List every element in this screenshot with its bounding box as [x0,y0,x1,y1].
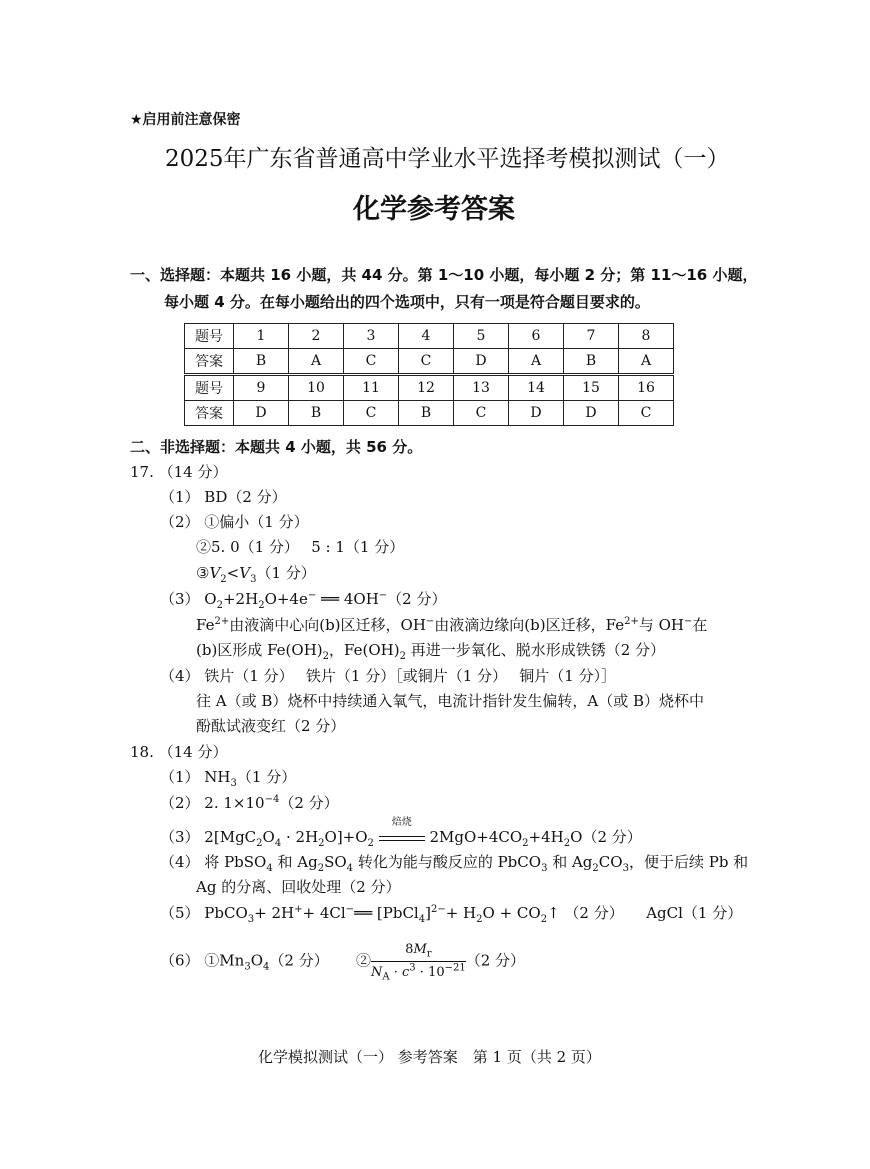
q18-part4b: Ag 的分离、回收处理（2 分） [196,878,401,896]
q18-part5-equation: （5） PbCO$_3$+ 2H++ 4Cl−══ [PbCl$_4$]$^{2-}$+ $H_2O$ + $CO_2↑$ （2 分） AgCl（1 分） [160,904,743,925]
q17-part2b: ②5. 0（1 分） 5 : 1（1 分） [196,538,405,556]
row-label: 答案 [185,401,234,426]
answer-cell: C [344,401,399,426]
answer-table [184,323,674,426]
question-number: 9 [234,375,289,401]
q17-part2c: $③V_2<V_3(1$ 分） [196,564,316,585]
q18-heading: 18. （14 分） [130,743,228,761]
page-footer: 化学模拟测试（一） 参考答案 第 1 页（共 2 页） [258,1048,601,1066]
q18-part3-equation: （3） $2[MgC_2O_4 \cdot 2H_2O]+O_2$ 焙烧 $2MgO+4CO_2+4H_2O(2$ 分） [160,827,642,847]
answer-cell: C [399,349,454,375]
question-number: 14 [509,375,564,401]
page-subtitle: 化学参考答案 [353,194,515,225]
q18-part4a: （4） 将 PbSO$_4$ 和 $Ag_2SO_4$ 转化为能与酸反应的 PbCO$_3$ 和 $Ag_2CO_3$，便于后续 Pb 和 [160,853,749,874]
answer-cell: A [509,349,564,375]
q18-part6-score1: （2 分） [269,951,322,970]
answer-cell: B [399,401,454,426]
answer-cell: D [454,349,509,375]
q18-part1-score: （1 分） [236,768,297,786]
answer-cell: C [454,401,509,426]
q17-part3-line3: (b)区形成 $Fe(OH)_2$，$Fe(OH)_2$ 再进一步氧化、脱水形成铁锈（2 分） [196,641,666,662]
answer-cell: D [564,401,619,426]
question-number: 1 [234,324,289,349]
q17-part4c: 酚酞试液变红（2 分） [196,717,346,735]
q17-part4a: （4） 铁片（1 分） 铁片（1 分）［或铜片（1 分） 铜片（1 分）］ [160,667,617,685]
q17-part2a: （2） ①偏小（1 分） [160,513,309,531]
fraction-denominator: $N_A \cdot c^3 \cdot 10^{-21}$ [371,962,466,983]
q18-part5-score: （2 分） AgCl（1 分） [564,904,743,922]
question-number: 5 [454,324,509,349]
q18-part2: （2） 2. $1\times 10^{-4}(2$ 分） [160,794,339,812]
answer-cell: C [344,349,399,375]
reaction-condition: 焙烧 [391,817,412,828]
row-label: 题号 [185,375,234,401]
question-number: 3 [344,324,399,349]
question-number: 15 [564,375,619,401]
q17-part2c-score: （1 分） [256,564,316,582]
question-number: 4 [399,324,454,349]
q17-part3-line2-tail: 在 [692,616,708,634]
question-number: 2 [289,324,344,349]
page-title: 2025年广东省普通高中学业水平选择考模拟测试（一） [165,146,730,172]
q17-part1: （1） BD（2 分） [160,488,287,506]
q18-part3-score: （2 分） [582,828,642,846]
answer-cell: C [619,401,674,426]
table-row [185,401,674,426]
section1-intro-line1: 一、选择题：本题共 16 小题，共 44 分。第 1～10 小题，每小题 2 分；第 11～16 小题， [130,266,758,284]
section1-intro-line2: 每小题 4 分。在每小题给出的四个选项中，只有一项是符合题目要求的。 [164,293,650,311]
question-number: 12 [399,375,454,401]
density-fraction [371,940,466,983]
answer-cell: A [619,349,674,375]
q18-part6: （6） $①Mn_3O_4(2$ 分） ② $\frac{8M_r}{N_A \cdot c^3 \cdot 10^{-21}}$ （2 分） [160,942,526,983]
question-number: 16 [619,375,674,401]
answer-cell: D [509,401,564,426]
question-number: 8 [619,324,674,349]
table-row [185,375,674,401]
table-row [185,324,674,349]
question-number: 6 [509,324,564,349]
answer-cell: B [234,349,289,375]
secret-note: ★启用前注意保密 [130,112,241,128]
answer-cell: B [564,349,619,375]
q17-part4b: 往 A（或 B）烧杯中持续通入氧气，电流计指针发生偏转，A（或 B）烧杯中 [196,692,705,710]
answer-cell: A [289,349,344,375]
q17-part3-equation: （3） $O_2+2H_2O+4e^-$ ══ 4OH−（2 分） [160,590,447,611]
row-label: 答案 [185,349,234,375]
q18-part6-score2: （2 分） [465,951,526,970]
q18-part1: （1） $NH_3(1$ 分） [160,768,297,789]
reaction-arrow [379,817,425,847]
q17-part3-score: （2 分） [387,590,447,608]
q18-part2-score: （2 分） [279,794,339,812]
section2-heading: 二、非选择题：本题共 4 小题，共 56 分。 [130,438,423,456]
fraction-numerator: $8M_r$ [371,940,466,962]
question-number: 10 [289,375,344,401]
q17-heading: 17. （14 分） [130,463,228,481]
answer-cell: D [234,401,289,426]
question-number: 7 [564,324,619,349]
table-row [185,349,674,375]
q17-part3-line3-tail: 再进一步氧化、脱水形成铁锈（2 分） [410,641,666,659]
q17-part3-line2: $Fe^{2+}$由液滴中心向(b)区迁移，OH−由液滴边缘向(b)区迁移，$Fe^{2+}$与 OH−在 [196,616,708,634]
question-number: 13 [454,375,509,401]
row-label: 题号 [185,324,234,349]
question-number: 11 [344,375,399,401]
answer-cell: B [289,401,344,426]
